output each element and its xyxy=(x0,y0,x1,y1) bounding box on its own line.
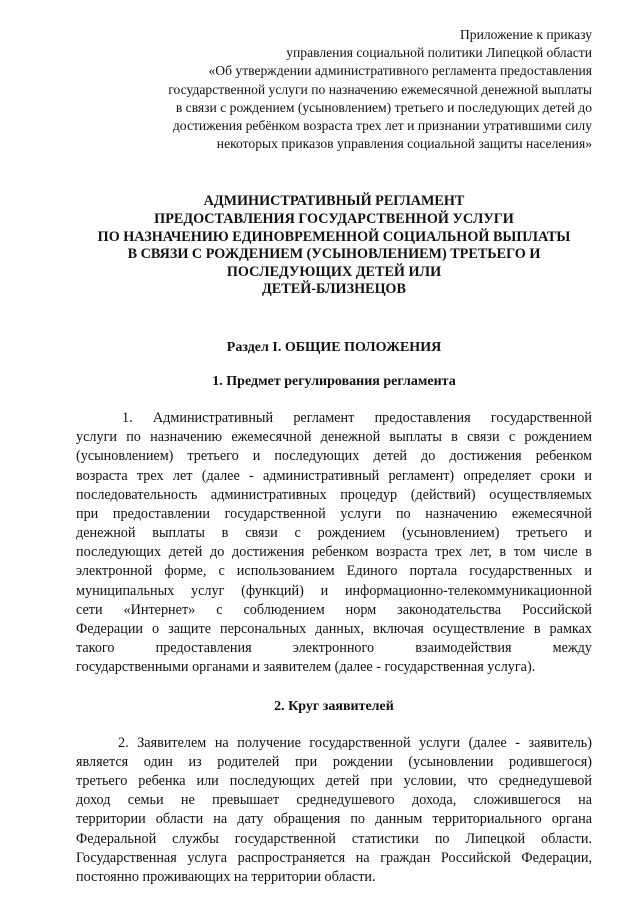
paragraph-line: государственными органами и заявителем (далее - государственная услуга). xyxy=(76,659,536,676)
paragraph-line: такого предоставления электронного взаимодействия между xyxy=(76,640,592,657)
paragraph-line: 1. Административный регламент предоставления государственной xyxy=(122,409,592,426)
paragraph-line: постоянно проживающих на территории области. xyxy=(76,868,376,885)
paragraph-line: электронной форме, с использованием Единого портала государственных и xyxy=(76,563,592,580)
title-line: ДЕТЕЙ-БЛИЗНЕЦОВ xyxy=(262,281,406,298)
title-line: В СВЯЗИ С РОЖДЕНИЕМ (УСЫНОВЛЕНИЕМ) ТРЕТЬЕГО И xyxy=(127,246,541,263)
appendix-header xyxy=(76,26,592,153)
paragraph-line: сети «Интернет» с соблюдением норм законодательства Российской xyxy=(76,601,592,618)
section-title: Раздел I. ОБЩИЕ ПОЛОЖЕНИЯ xyxy=(226,339,442,355)
paragraph-line: при предоставлении государственной услуги по назначению ежемесячной xyxy=(76,505,592,522)
appendix-line: некоторых приказов управления социальной защиты населения» xyxy=(216,136,592,152)
title-line: АДМИНИСТРАТИВНЫЙ РЕГЛАМЕНТ xyxy=(203,193,465,210)
paragraph-1 xyxy=(76,409,592,678)
appendix-line: «Об утверждении административного регламента предоставления xyxy=(208,63,592,79)
paragraph-line: услуги по назначению ежемесячной денежной выплаты в связи с рождением xyxy=(76,429,592,446)
paragraph-line: муниципальных услуг (функций) и информационно-телекоммуникационной xyxy=(76,582,592,599)
appendix-line: достижения ребёнком возраста трех лет и признании утратившими силу xyxy=(172,118,592,134)
paragraph-line: третьего ребенка или последующих детей при условии, что среднедушевой xyxy=(76,772,592,789)
document-page xyxy=(76,26,592,887)
paragraph-line: Федеральной службы государственной статистики по Липецкой области. xyxy=(76,830,592,847)
paragraph-line: Федерации о защите персональных данных, включая осуществление в рамках xyxy=(76,621,592,638)
paragraph-line: последующих детей до достижения ребенком возраста трех лет, в том числе в xyxy=(76,544,592,561)
appendix-line: Приложение к приказу xyxy=(459,27,592,42)
paragraph-line: возраста трех лет (далее - административный регламент) определяет сроки и xyxy=(76,467,592,484)
paragraph-line: последовательность административных процедур (действий) осуществляемых xyxy=(76,486,592,503)
paragraph-line: денежной выплаты в связи с рождением (усыновлением) третьего и xyxy=(76,525,592,542)
paragraph-line: доход семьи не превышает среднедушевого дохода, сложившегося на xyxy=(76,792,592,809)
document-title xyxy=(76,193,592,299)
paragraph-line: является один из родителей при рождении (усыновлении родившегося) xyxy=(76,753,592,770)
title-line: ПРЕДОСТАВЛЕНИЯ ГОСУДАРСТВЕННОЙ УСЛУГИ xyxy=(154,211,514,228)
paragraph-line: территории области на дату обращения по данным территориального органа xyxy=(76,811,592,828)
paragraph-line: (усыновлением) третьего и последующих детей до достижения ребенком xyxy=(76,448,592,465)
appendix-line: государственной услуги по назначению ежемесячной денежной выплаты xyxy=(168,81,592,97)
paragraph-line: 2. Заявителем на получение государственной услуги (далее - заявитель) xyxy=(118,734,592,751)
paragraph-line: Государственная услуга распространяется на граждан Российской Федерации, xyxy=(76,849,592,866)
paragraph-2 xyxy=(76,734,592,888)
subsection-title-subject: 1. Предмет регулирования регламента xyxy=(212,373,456,389)
appendix-line: в связи с рождением (усыновлением) третьего и последующих детей до xyxy=(175,99,592,115)
appendix-line: управления социальной политики Липецкой области xyxy=(286,45,592,61)
subsection-title-applicants: 2. Круг заявителей xyxy=(274,698,394,714)
title-line: ПО НАЗНАЧЕНИЮ ЕДИНОВРЕМЕННОЙ СОЦИАЛЬНОЙ ВЫПЛАТЫ xyxy=(97,228,571,245)
title-line: ПОСЛЕДУЮЩИХ ДЕТЕЙ ИЛИ xyxy=(226,263,442,280)
